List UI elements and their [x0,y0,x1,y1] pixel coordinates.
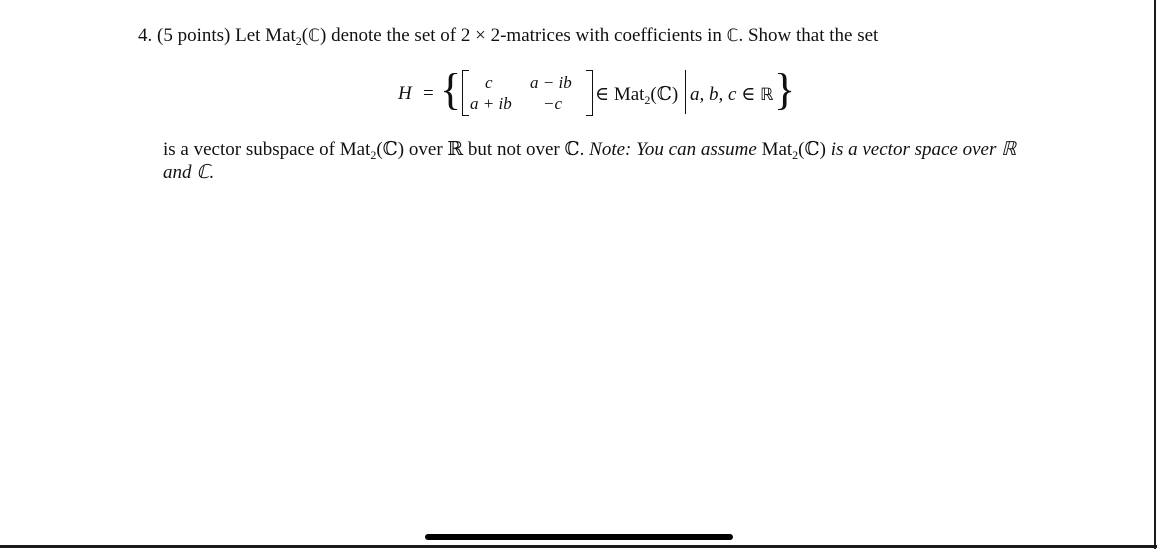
problem-number: 4. [138,25,153,46]
intro-text-4: . Show that the set [738,25,879,46]
matrix-entry-11: c [485,73,493,92]
set-name: H [398,83,412,104]
intro-text-2: ( [301,25,309,46]
note-text: Note: You can assume [589,139,762,160]
problem-conclusion: is a vector subspace of Mat$_2$(ℂ) over ℝ but not over ℂ. Note: You can assume Mat$_2$(ℂ) is a vector space over ℝ and ℂ. [163,139,1017,183]
frame-border-right [1154,0,1156,549]
problem-points: (5 points) [157,25,231,46]
intro-sub: 2 [295,34,302,48]
matrix-entry-21: a + ib [470,94,512,113]
complex-symbol: ℂ [308,26,320,46]
intro-text-3: ) denote the set of 2 × 2-matrices with coefficients in [320,25,727,46]
intro-text-1: Let Mat [235,25,296,46]
matrix-right-bracket [586,70,593,116]
complex-symbol-2: ℂ [726,26,739,46]
frame-border-bottom [0,545,1157,548]
condition: a, b, c ∈ ℝ [690,84,774,105]
matrix-entry-22: −c [543,94,563,113]
right-brace: } [774,65,796,114]
home-indicator[interactable] [425,534,733,540]
matrix-entry-12: a − ib [530,73,572,92]
matrix-left-bracket [462,70,469,116]
such-that-bar [685,70,686,114]
equals-sign: = [423,83,434,104]
problem-statement [138,25,878,47]
membership-mat: ∈ Mat$_2$(ℂ) [595,84,679,107]
set-definition-equation [398,66,798,126]
left-brace: { [440,65,462,114]
note-text-2: is a vector space over ℝ and ℂ. [163,139,1017,183]
